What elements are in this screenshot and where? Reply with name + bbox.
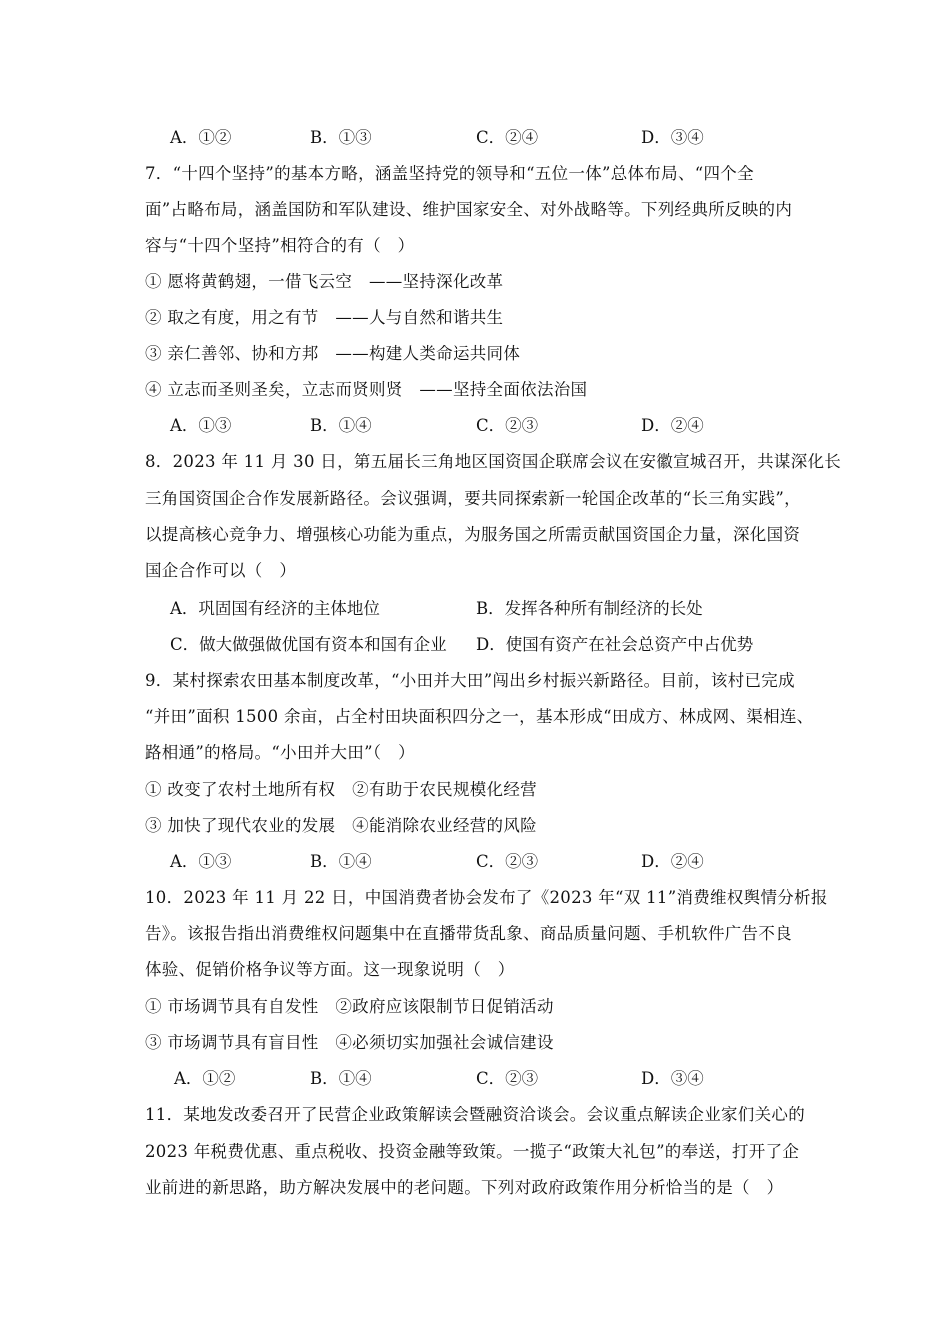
q6-option-b: B．①③ (310, 128, 372, 147)
q9-stem-line: “并田”面积 1500 余亩，占全村田块面积四分之一，基本形成“田成方、林成网、渠相连、 (145, 707, 814, 726)
q9-statement: ① 改变了农村土地所有权 ②有助于农民规模化经营 (145, 780, 537, 799)
q11-stem-line: 11．某地发改委召开了民营企业政策解读会暨融资洽谈会。会议重点解读企业家们关心的 (145, 1105, 805, 1124)
q9-stem-line: 路相通”的格局。“小田并大田”（ ） (145, 743, 415, 762)
q7-option-b: B．①④ (310, 416, 372, 435)
q9-option-d: D．②④ (641, 852, 704, 871)
q9-option-b: B．①④ (310, 852, 372, 871)
q8-stem-line: 三角国资国企合作发展新路径。会议强调，要共同探索新一轮国企改革的“长三角实践”， (145, 489, 801, 508)
q7-stem-line: 7．“十四个坚持”的基本方略，涵盖坚持党的领导和“五位一体”总体布局、“四个全 (145, 164, 754, 183)
q6-option-a: A．①② (170, 128, 232, 147)
q10-statement: ① 市场调节具有自发性 ②政府应该限制节日促销活动 (145, 997, 554, 1016)
q9-option-a: A．①③ (170, 852, 232, 871)
q8-option-d: D．使国有资产在社会总资产中占优势 (476, 635, 754, 654)
q7-stem-line: 面”占略布局，涵盖国防和军队建设、维护国家安全、对外战略等。下列经典所反映的内 (145, 200, 793, 219)
q9-option-c: C．②③ (476, 852, 539, 871)
q7-statement: ① 愿将黄鹤翅，一借飞云空 ——坚持深化改革 (145, 272, 504, 291)
q10-stem-line: 10．2023 年 11 月 22 日，中国消费者协会发布了《2023 年“双 11”消费维权舆情分析报 (145, 888, 828, 907)
q10-option-d: D．③④ (641, 1069, 704, 1088)
q10-option-a: A．①② (174, 1069, 236, 1088)
q11-stem-line: 业前进的新思路，助方解决发展中的老问题。下列对政府政策作用分析恰当的是（ ） (145, 1178, 784, 1197)
q8-option-a: A．巩固国有经济的主体地位 (170, 599, 380, 618)
q8-stem-line: 国企合作可以（ ） (145, 561, 297, 580)
q7-option-d: D．②④ (641, 416, 704, 435)
q7-option-a: A．①③ (170, 416, 232, 435)
q10-option-b: B．①④ (310, 1069, 372, 1088)
q10-option-c: C．②③ (476, 1069, 539, 1088)
q8-stem-line: 8．2023 年 11 月 30 日，第五届长三角地区国资国企联席会议在安徽宣城召开，共谋深化长 (145, 452, 842, 471)
q6-option-d: D．③④ (641, 128, 704, 147)
q8-stem-line: 以提高核心竞争力、增强核心功能为重点，为服务国之所需贡献国资国企力量，深化国资 (145, 525, 801, 544)
q9-stem-line: 9．某村探索农田基本制度改革，“小田并大田”闯出乡村振兴新路径。目前，该村已完成 (145, 671, 795, 690)
q7-statement: ② 取之有度，用之有节 ——人与自然和谐共生 (145, 308, 504, 327)
q10-statement: ③ 市场调节具有盲目性 ④必须切实加强社会诚信建设 (145, 1033, 554, 1052)
q8-option-b: B．发挥各种所有制经济的长处 (476, 599, 703, 618)
q7-option-c: C．②③ (476, 416, 539, 435)
q6-option-c: C．②④ (476, 128, 539, 147)
q7-statement: ④ 立志而圣则圣矣，立志而贤则贤 ——坚持全面依法治国 (145, 380, 588, 399)
q11-stem-line: 2023 年税费优惠、重点税收、投资金融等致策。一揽子“政策大礼包”的奉送，打开了企 (145, 1142, 800, 1161)
q7-statement: ③ 亲仁善邻、协和方邦 ——构建人类命运共同体 (145, 344, 521, 363)
q9-statement: ③ 加快了现代农业的发展 ④能消除农业经营的风险 (145, 816, 537, 835)
q10-stem-line: 告》。该报告指出消费维权问题集中在直播带货乱象、商品质量问题、手机软件广告不良 (145, 924, 792, 943)
q10-stem-line: 体验、促销价格争议等方面。这一现象说明（ ） (145, 960, 515, 979)
q8-option-c: C．做大做强做优国有资本和国有企业 (170, 635, 447, 654)
q7-stem-line: 容与“十四个坚持”相符合的有（ ） (145, 236, 415, 255)
